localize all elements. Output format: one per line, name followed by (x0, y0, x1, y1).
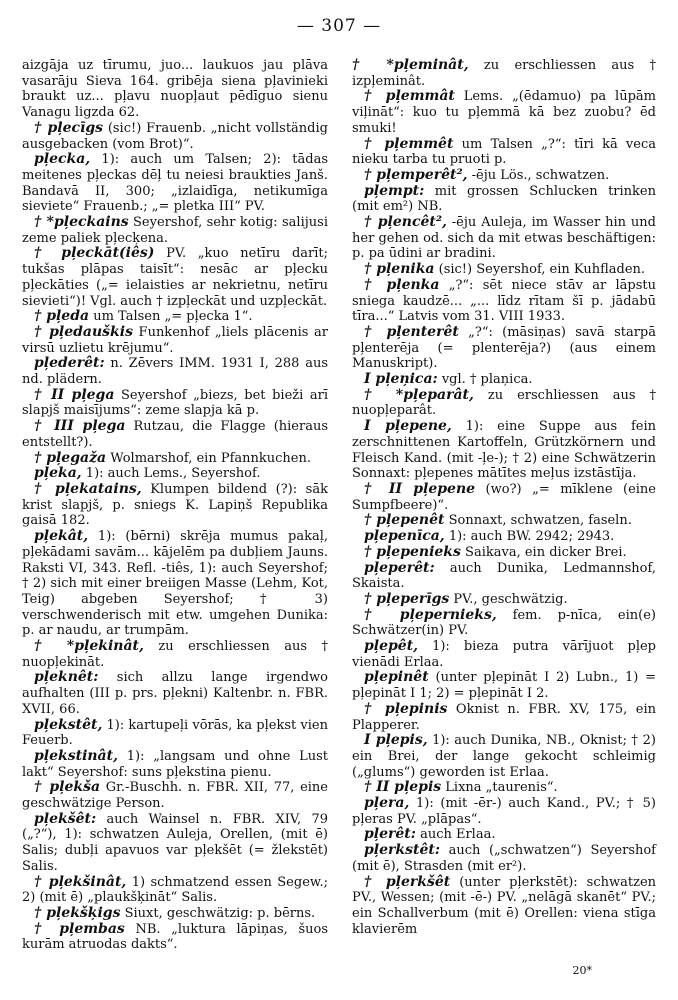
entry-text: Wolmarshof, ein Pfannkuchen. (106, 450, 311, 466)
entry-headword: † pļembas (34, 920, 125, 937)
entry-text: Saikava, ein dicker Brei. (460, 544, 627, 560)
dictionary-entry (22, 388, 328, 419)
entry-headword: pļera, (364, 795, 410, 812)
entry-text: 1): bieza putra vārījuot pļep vienādi Erlaa. (352, 639, 656, 670)
dictionary-entry (352, 827, 656, 843)
entry-text: 1): auch Dunika, NB., Oknist; † 2) ein Brei, der lange gekocht schleimig („glums“) geworden ist Erlaa. (352, 733, 656, 780)
entry-text: Seyershof, sehr kotig: salijusi zeme paliek pļecķena. (22, 215, 328, 246)
entry-headword: pļekât, (34, 528, 89, 545)
entry-headword: † pļekšinât, (34, 873, 127, 890)
entry-text: Gr.-Buschh. n. FBR. XII, 77, eine geschwätzige Person. (22, 780, 328, 812)
entry-headword: † pļekša (34, 779, 101, 796)
entry-headword: † pļepernieks, (364, 606, 497, 623)
entry-headword: † pļenka (364, 276, 440, 293)
entry-headword: pļeka, (34, 465, 82, 482)
dictionary-entry (352, 592, 656, 608)
entry-text: Lixna „taurenis“. (441, 780, 558, 796)
entry-text: Seyershof „biezs, bet bieži arī slapjš maisījums“: zeme slapja kā p. (22, 387, 329, 419)
entry-headword: † pļeckāt(iês) (34, 245, 155, 262)
entry-headword: pļeknêt: (34, 669, 99, 686)
dictionary-entry (22, 906, 328, 922)
dictionary-entry (352, 733, 656, 780)
entry-text: Klumpen bildend (?): sāk krist slapjš, p. sniegs K. Lapiņš Republika gaisā 182. (22, 481, 328, 529)
entry-headword: pļerkstêt: (364, 842, 440, 859)
entry-text: Siuxt, geschwätzig: p. bērns. (120, 905, 316, 921)
entry-text: zu erschliessen aus † nuopļekināt. (22, 639, 328, 670)
entry-text: 1): (bērni) skrēja mumus pakaļ, pļekādami savām... kājelēm pa dubļiem Jauns. Raksti VI, 343. Refl. -tiês, 1): auch Seyershof; † 2) sich mit einer breiigen Masse (Lehm, Kot, Teig) abgeben Seyershof; † 3) verschwenderisch mit etw. umgehen Dunika: p. ar naudu, ar trumpām. (22, 529, 328, 639)
dictionary-entry (22, 356, 328, 387)
dictionary-entry (352, 278, 656, 325)
entry-headword: † pļepenêt (364, 512, 445, 529)
dictionary-entry (352, 561, 656, 592)
dictionary-entry (352, 137, 656, 168)
entry-headword: pļerêt: (364, 826, 416, 843)
dictionary-entry (352, 58, 656, 89)
entry-headword: pļeperêt: (364, 559, 435, 576)
entry-text: um Talsen „?“: tīri kā veca nieku tarba tu pruoti p. (352, 136, 657, 168)
dictionary-entry (352, 89, 656, 136)
dictionary-entry (352, 482, 656, 513)
entry-text: Funkenhof „liels plācenis ar virsū uzlietu krējumu“. (22, 324, 328, 356)
entry-headword: † pļenika (364, 261, 435, 278)
entry-headword: † pļekatains, (34, 480, 142, 497)
dictionary-entry (22, 215, 328, 246)
entry-headword: † *pļekinât, (34, 638, 144, 655)
entry-text: (wo?) „= mīklene (eine Sumpfbeere)“. (352, 481, 657, 513)
entry-text: 1): auch Lems., Seyershof. (81, 466, 261, 482)
entry-headword: pļekstinât, (34, 747, 118, 764)
entry-headword: pļekšêt: (34, 810, 97, 827)
entry-headword: † pļegaža (34, 449, 107, 466)
entry-headword: † pļeda (34, 308, 90, 325)
signature-mark: 20* (572, 964, 592, 977)
entry-headword: † pļerkšêt (364, 873, 451, 890)
dictionary-entry (352, 372, 656, 388)
dictionary-entry (22, 812, 328, 875)
dictionary-entry (22, 670, 328, 717)
entry-text: auch Erlaa. (415, 827, 496, 843)
entry-headword: pļekstêt, (34, 716, 103, 733)
entry-headword: † pļepenieks (364, 543, 461, 560)
dictionary-entry (352, 545, 656, 561)
entry-headword: pļecka, (34, 151, 91, 168)
entry-text: zu erschliessen aus † izpļeminât. (352, 58, 656, 89)
entry-headword: † pļemmât (364, 88, 455, 105)
entry-headword: † II pļepis (364, 779, 442, 796)
entry-headword: pļepêt, (364, 638, 419, 655)
entry-text: n. Zēvers IMM. 1931 I, 288 aus nd. plädern. (22, 356, 328, 388)
entry-text: sich allzu lange irgendwo aufhalten (III p. prs. pļekni) Kaltenbr. n. FBR. XVII, 66. (22, 670, 328, 717)
entry-headword: † pļencêt², (364, 214, 447, 231)
entry-headword: I pļepene, (364, 418, 452, 435)
dictionary-entry (22, 482, 328, 529)
entry-headword: † II pļepene (364, 480, 476, 497)
entry-text: mit grossen Schlucken trinken (mit em²) NB. (352, 183, 656, 215)
entry-text: (unter pļerkstēt): schwatzen PV., Wessen; (mit -ē-) PV. „nelāgā skanēt“ PV.; ein Schallverbum (mit ē) Orellen: viena stīga klavierēm (352, 874, 657, 937)
dictionary-entry (352, 702, 656, 733)
entry-headword: † pļeperīgs (364, 590, 450, 607)
dictionary-entry (22, 718, 328, 749)
dictionary-entry (352, 325, 656, 372)
dictionary-entry (22, 246, 328, 309)
dictionary-entry (352, 639, 656, 670)
dictionary-entry (352, 529, 656, 545)
entry-headword: † *pļeminât, (352, 57, 469, 73)
dictionary-entry (22, 780, 328, 811)
entry-text: (sic!) Frauenb. „nicht vollständig ausgebacken (vom Brot)“. (22, 120, 328, 152)
entry-text: 1): kartupeļi vōrās, ka pļekst vien Feuerb. (22, 717, 328, 749)
entry-text: Lems. „(ēdamuo) pa lūpām viļināt“: kuo tu pļemmā kā bez zuobu? ēd smuki! (352, 89, 656, 136)
entry-headword: † pļemmêt (364, 135, 454, 152)
entry-text: 1): eine Suppe aus fein zerschnittenen Kartoffeln, Grützkörnern und Fleisch Kand. (mit -ļe-); † 2) eine Schwätzerin Sonnaxt: pļepenes mātītes meļus izstāstīja. (352, 419, 657, 482)
entry-text: Rutzau, die Flagge (hieraus entstellt?). (22, 419, 328, 450)
entry-text: fem. p-nīca, ein(e) Schwätzer(in) PV. (352, 607, 656, 639)
dictionary-entry (22, 58, 328, 121)
dictionary-entry (352, 608, 656, 639)
dictionary-entry (22, 875, 328, 906)
dictionary-entry (22, 529, 328, 639)
dictionary-entry (352, 670, 656, 701)
entry-text: auch Dunika, Ledmannshof, Skaista. (352, 560, 656, 592)
entry-text: -ēju Lös., schwatzen. (467, 167, 610, 183)
dictionary-entry (352, 513, 656, 529)
dictionary-entry (352, 262, 656, 278)
entry-text: (unter pļepināt I 2) Lubn., 1) = pļepināt I 1; 2) = pļepināt I 2. (352, 670, 656, 702)
entry-headword: † pļecīgs (34, 119, 104, 136)
dictionary-entry (22, 639, 328, 670)
entry-text: PV., geschwätzig. (449, 591, 568, 607)
entry-text: auch („schwatzen“) Seyershof (mit ē), Strasden (mit er²). (352, 843, 656, 874)
entry-headword: † pļepinis (364, 700, 448, 717)
entry-text: 1): „langsam und ohne Lust lakt“ Seyershof: suns pļekstina pienu. (22, 748, 328, 780)
entry-text: „?“: (māsiņas) savā starpā pļenterēja (= plenterēja?) (aus einem Manuskript). (352, 324, 656, 372)
entry-headword: † pļekšķigs (34, 904, 121, 921)
entry-text: Sonnaxt, schwatzen, faseln. (444, 513, 632, 529)
entry-headword: I pļepis, (364, 732, 428, 749)
dictionary-entry (22, 451, 328, 467)
entry-text: auch Wainsel n. FBR. XIV, 79 („?“), 1): schwatzen Auleja, Orellen, (mit ē) Salis; dubļi apavuos var pļekšēt (= žlekstēt) Salis. (22, 811, 328, 874)
entry-headword: I pļeņica: (364, 371, 438, 388)
dictionary-entry (352, 388, 656, 419)
entry-headword: pļederêt: (34, 355, 105, 372)
entry-text: 1): auch BW. 2942; 2943. (444, 529, 615, 545)
dictionary-entry (352, 796, 656, 827)
entry-headword: pļempt: (364, 182, 425, 199)
entry-headword: † pļenterêt (364, 323, 459, 340)
entry-text: NB. „luktura lāpiņas, šuos kurām atruodas dakts“. (22, 921, 328, 953)
entry-headword: † pļemperêt², (364, 166, 468, 183)
entry-text: zu erschliessen aus † nuopļeparât. (352, 387, 656, 419)
dictionary-entry (22, 419, 328, 450)
dictionary-entry (352, 875, 656, 938)
entry-text: aizgāja uz tīrumu, juo... laukuos jau plāva vasarāju Sieva 164. gribēja siena pļavinieki braukt uz... pļavu nuopļaut pēdīguo sienu Vanagu ligzda 62. (22, 58, 328, 121)
entry-headword: pļepinêt (364, 669, 429, 686)
entry-text: Oknist n. FBR. XV, 175, ein Plapperer. (352, 701, 656, 733)
dictionary-entry (22, 152, 328, 215)
entry-text: 1): auch um Talsen; 2): tādas meitenes pļeckas dēļ tu neiesi braukties Janš. Bandavā II, 300; „izlaidīga, netikumīga sieviete“ Frauenb.; „= pletka III“ PV. (22, 152, 328, 215)
entry-text: „?“: sēt niece stāv ar lāpstu sniega kaudzē... „... līdz rītam šī p. jādabū tīra...“ Latvis vom 31. VIII 1933. (352, 277, 656, 325)
dictionary-entry (22, 309, 328, 325)
entry-text: (sic!) Seyershof, ein Kuhfladen. (434, 262, 646, 278)
dictionary-entry (352, 168, 656, 184)
entry-text: 1): (mit -ēr-) auch Kand., PV.; † 5) pļeras PV. „plāpas“. (352, 796, 656, 827)
left-column (22, 58, 328, 953)
entry-text: um Talsen „= pļecka 1“. (89, 309, 253, 325)
dictionary-entry (352, 419, 656, 482)
entry-text: 1) schmatzend essen Segew.; 2) (mit ē) „plaukšķināt“ Salis. (22, 874, 328, 906)
entry-headword: † II pļega (34, 386, 115, 403)
entry-headword: † *pļeckains (34, 214, 129, 231)
entry-headword: † pļedauškis (34, 323, 133, 340)
dictionary-entry (352, 215, 656, 262)
dictionary-entry (352, 780, 656, 796)
dictionary-entry (22, 466, 328, 482)
entry-text: -ēju Auleja, im Wasser hin und her gehen od. sich da mit etwas beschäftigen: p. pa ūdini ar bradini. (352, 215, 656, 262)
entry-text: vgl. † plaņica. (437, 372, 533, 388)
dictionary-entry (22, 121, 328, 152)
entry-headword: pļepenīca, (364, 528, 445, 545)
dictionary-entry (22, 922, 328, 953)
dictionary-entry (352, 184, 656, 215)
entry-headword: † III pļega (34, 418, 126, 435)
dictionary-entry (22, 325, 328, 356)
entry-text: PV. „kuo netīru darīt; tukšas plāpas taisīt“: nesāc ar pļecku pļeckāties („= ielaisties ar nekrietnu, netīru sievieti“)! Vgl. auch † izpļeckāt und uzpļeckāt. (22, 246, 329, 309)
page-number: — 307 — (296, 16, 382, 36)
entry-headword: † *pļeparât, (364, 386, 474, 403)
dictionary-entry (352, 843, 656, 874)
right-column (352, 58, 656, 937)
dictionary-entry (22, 749, 328, 780)
